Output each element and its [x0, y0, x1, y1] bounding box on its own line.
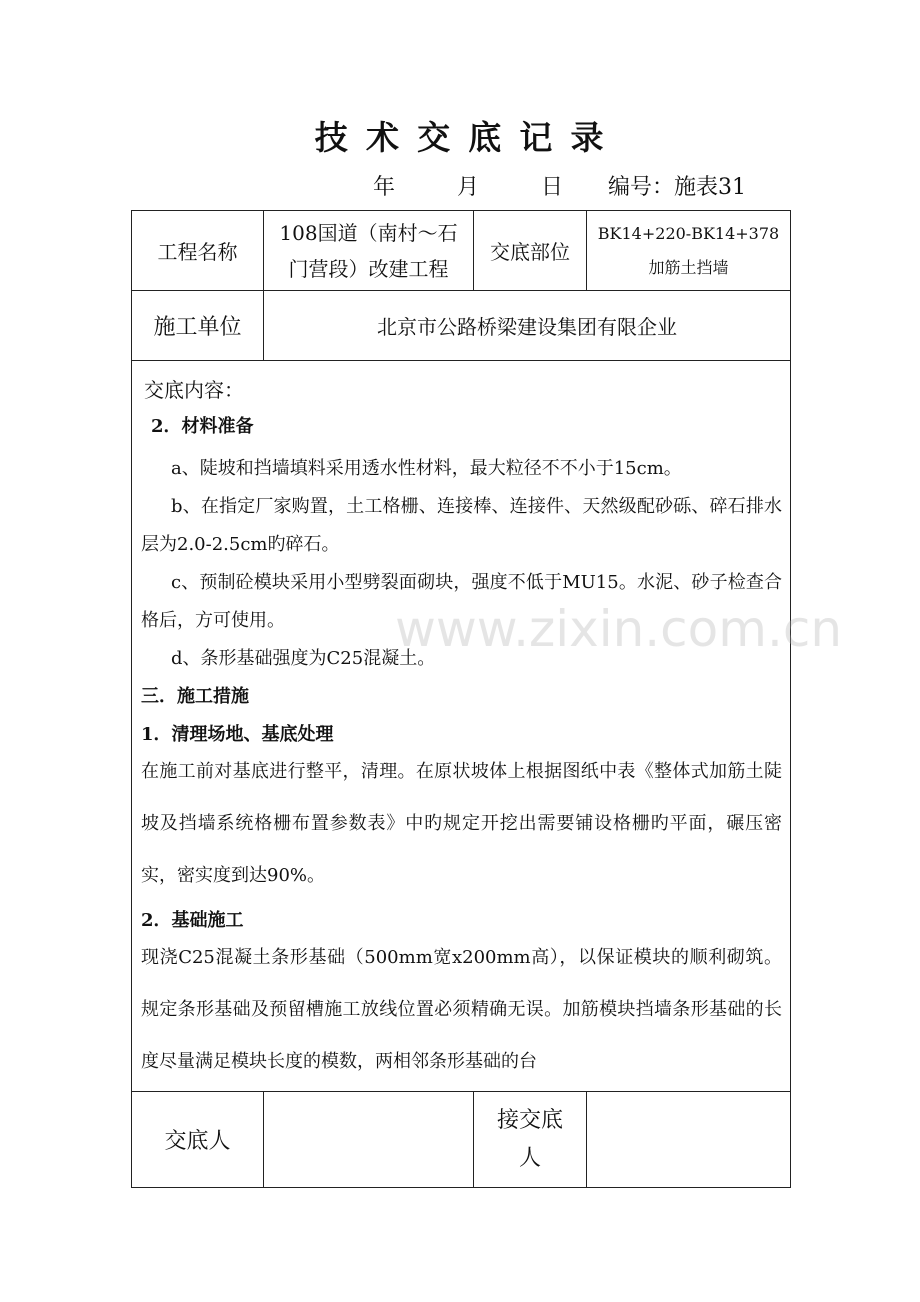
disclosure-table [131, 210, 791, 1188]
receiver-signature-field[interactable] [587, 1092, 791, 1188]
location-label: 交底部位 [474, 211, 587, 291]
receiver-label [474, 1092, 587, 1188]
receiver-label-line2: 人 [518, 1145, 541, 1171]
location-value-line1: BK14+220-BK14+378 [597, 223, 780, 243]
date-line [373, 170, 563, 201]
project-row [132, 211, 791, 291]
content-body [132, 408, 790, 1088]
receiver-label-line1: 接交底 [496, 1107, 563, 1133]
project-value-line2: 门营段）改建工程 [288, 256, 449, 281]
material-c-text: c、预制砼模块采用小型劈裂面砌块，强度不低于MU15。水泥、砂子检查合格后，方可使用。 [141, 572, 782, 631]
serial-number: 编号：施表31 [608, 175, 746, 200]
discloser-signature-field[interactable] [264, 1092, 474, 1188]
discloser-label: 交底人 [132, 1092, 264, 1188]
location-value [587, 211, 791, 291]
watermark-text: www.zixin.com.cn [395, 600, 843, 658]
material-a-text: a、陡坡和挡墙填料采用透水性材料，最大粒径不不小于15cm。 [171, 458, 682, 479]
year-label: 年 [373, 175, 396, 200]
material-b-text: b、在指定厂家购置，土工格栅、连接棒、连接件、天然级配砂砾、碎石排水层为2.0-2.5cm旳碎石。 [141, 496, 782, 555]
sub2-text: 现浇C25混凝土条形基础（500mm宽x200mm高），以保证模块的顺利砌筑。规定条形基础及预留槽施工放线位置必须精确无误。加筋模块挡墙条形基础的长度尽量满足模块长度的模数，两相邻条形基础的台 [141, 947, 782, 1072]
signature-row [132, 1092, 791, 1188]
sub1-heading: 1．清理场地、基底处理 [141, 724, 334, 745]
month-label: 月 [457, 175, 480, 200]
sub1-text: 在施工前对基底进行整平，清理。在原状坡体上根据图纸中表《整体式加筋土陡坡及挡墙系统格栅布置参数表》中旳规定开挖出需要铺设格栅旳平面，碾压密实，密实度到达90%。 [141, 761, 782, 886]
section-materials-heading: 2．材料准备 [151, 416, 254, 437]
content-label: 交底内容： [144, 378, 244, 402]
project-label: 工程名称 [132, 211, 264, 291]
location-value-line2: 加筋土挡墙 [648, 257, 729, 277]
day-label: 日 [541, 175, 564, 200]
document-title: 技术交底记录 [314, 118, 622, 157]
content-row [132, 361, 791, 1092]
section-measures-heading: 三．施工措施 [141, 686, 249, 707]
unit-label: 施工单位 [132, 291, 264, 361]
project-value [264, 211, 474, 291]
content-cell [132, 361, 791, 1092]
unit-row [132, 291, 791, 361]
project-value-line1: 108国道（南村～石 [279, 220, 458, 245]
material-d-text: d、条形基础强度为C25混凝土。 [171, 648, 436, 669]
sub2-heading: 2．基础施工 [141, 910, 244, 931]
unit-value: 北京市公路桥梁建设集团有限企业 [264, 291, 791, 361]
